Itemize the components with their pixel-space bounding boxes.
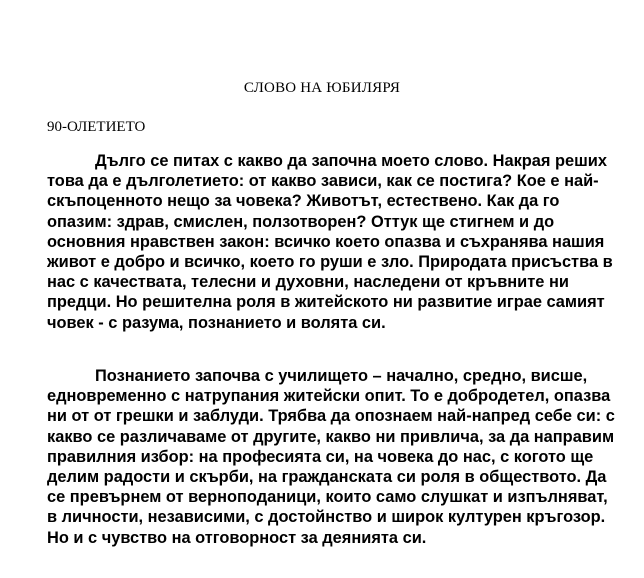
body-paragraph-2: Познанието започва с училището – начално, средно, висше, едновременно с натрупания житейски опит. То е добродетел, опазва ни от от грешки и заблуди. Трябва да опознаем най-напред себе си: с какво се различаваме от другите, какво ни привлича, за да направим правилния избор: на професията си, на човека до нас, с когото ще делим радости и скърби, на гражданската си роля в обществото. Да се превърнем от верноподаници, които само слушкат и изпълняват, в личности, независими, с достойнство и широк културен кръгозор. Но и с чувство на отговорност за деянията си. (47, 367, 615, 547)
body-paragraph-1: Дълго се питах с какво да започна моето слово. Накрая реших това да е дълголетието: от какво зависи, как се постига? Кое е най-скъпоценното нещо за човека? Животът, естествено. Как да го опазим: здрав, смислен, ползотворен? Оттук ще стигнем и до основния нравствен закон: всичко което опазва и съхранява нашия живот е добро и всичко, което го руши е зло. Природата присъства в нас с качествата, телесни и духовни, наследени от кръвните ни предци. Но решителна роля в житейското ни развитие играе самият човек - с разума, познанието и волята си. (47, 152, 613, 332)
document-title: СЛОВО НА ЮБИЛЯРЯ (243, 80, 401, 96)
section-heading: 90-ОЛЕТИЕТО (47, 119, 146, 135)
